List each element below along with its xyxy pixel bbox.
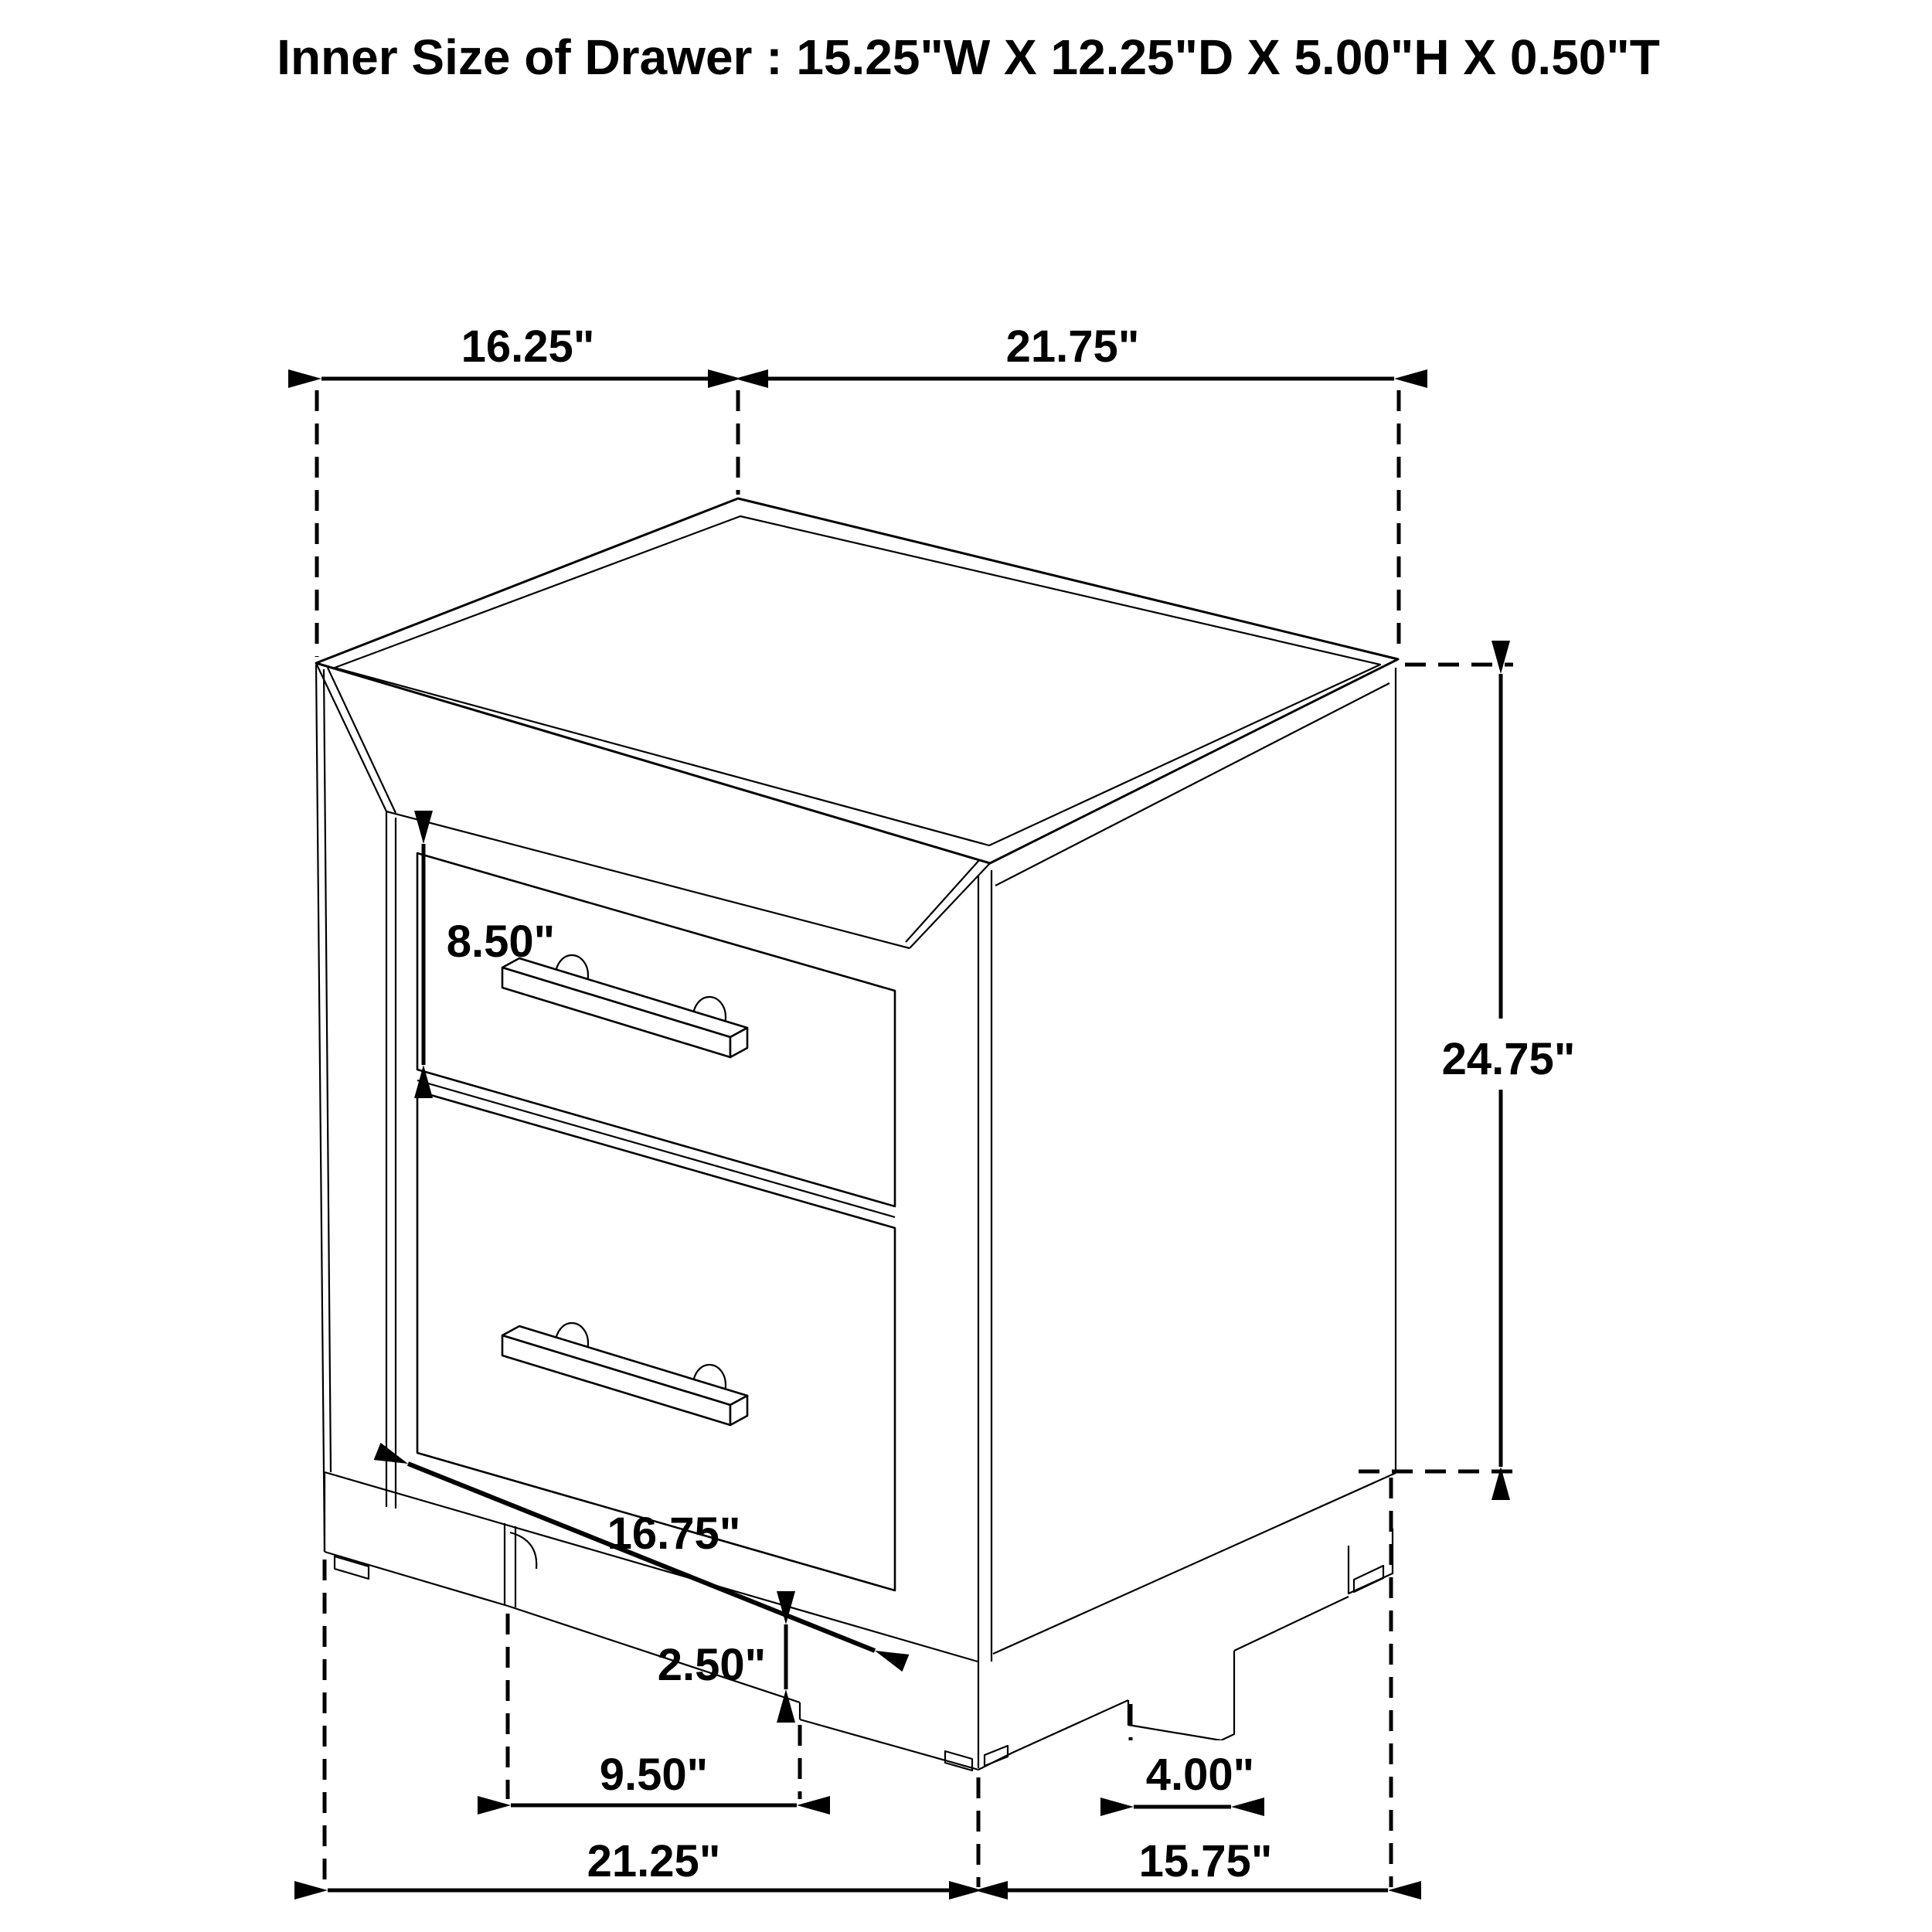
- drawing-title: Inner Size of Drawer : 15.25"W X 12.25"D X 5.00"H X 0.50"T: [277, 29, 1660, 85]
- dim-label-front-cutout: 9.50": [599, 1750, 709, 1800]
- cabinet-drawing: [316, 498, 1398, 1770]
- dim-label-overall-height: 24.75": [1441, 1034, 1576, 1084]
- dim-label-overall-width: 21.25": [587, 1836, 721, 1886]
- dim-label-drawer-height: 8.50": [446, 917, 556, 967]
- dim-label-base-height: 2.50": [657, 1640, 767, 1690]
- base-side: [945, 1529, 1393, 1770]
- front-right-corner-edge: [978, 870, 992, 1768]
- left-edge: [316, 665, 331, 1552]
- cabinet-top-face: [316, 498, 1398, 863]
- dim-label-drawer-width: 16.75": [607, 1509, 741, 1559]
- dim-label-overall-depth: 15.75": [1138, 1836, 1273, 1886]
- dim-label-side-leg: 4.00": [1145, 1750, 1255, 1800]
- dim-label-top-depth: 16.25": [461, 321, 595, 372]
- dim-label-top-width: 21.75": [1005, 321, 1140, 372]
